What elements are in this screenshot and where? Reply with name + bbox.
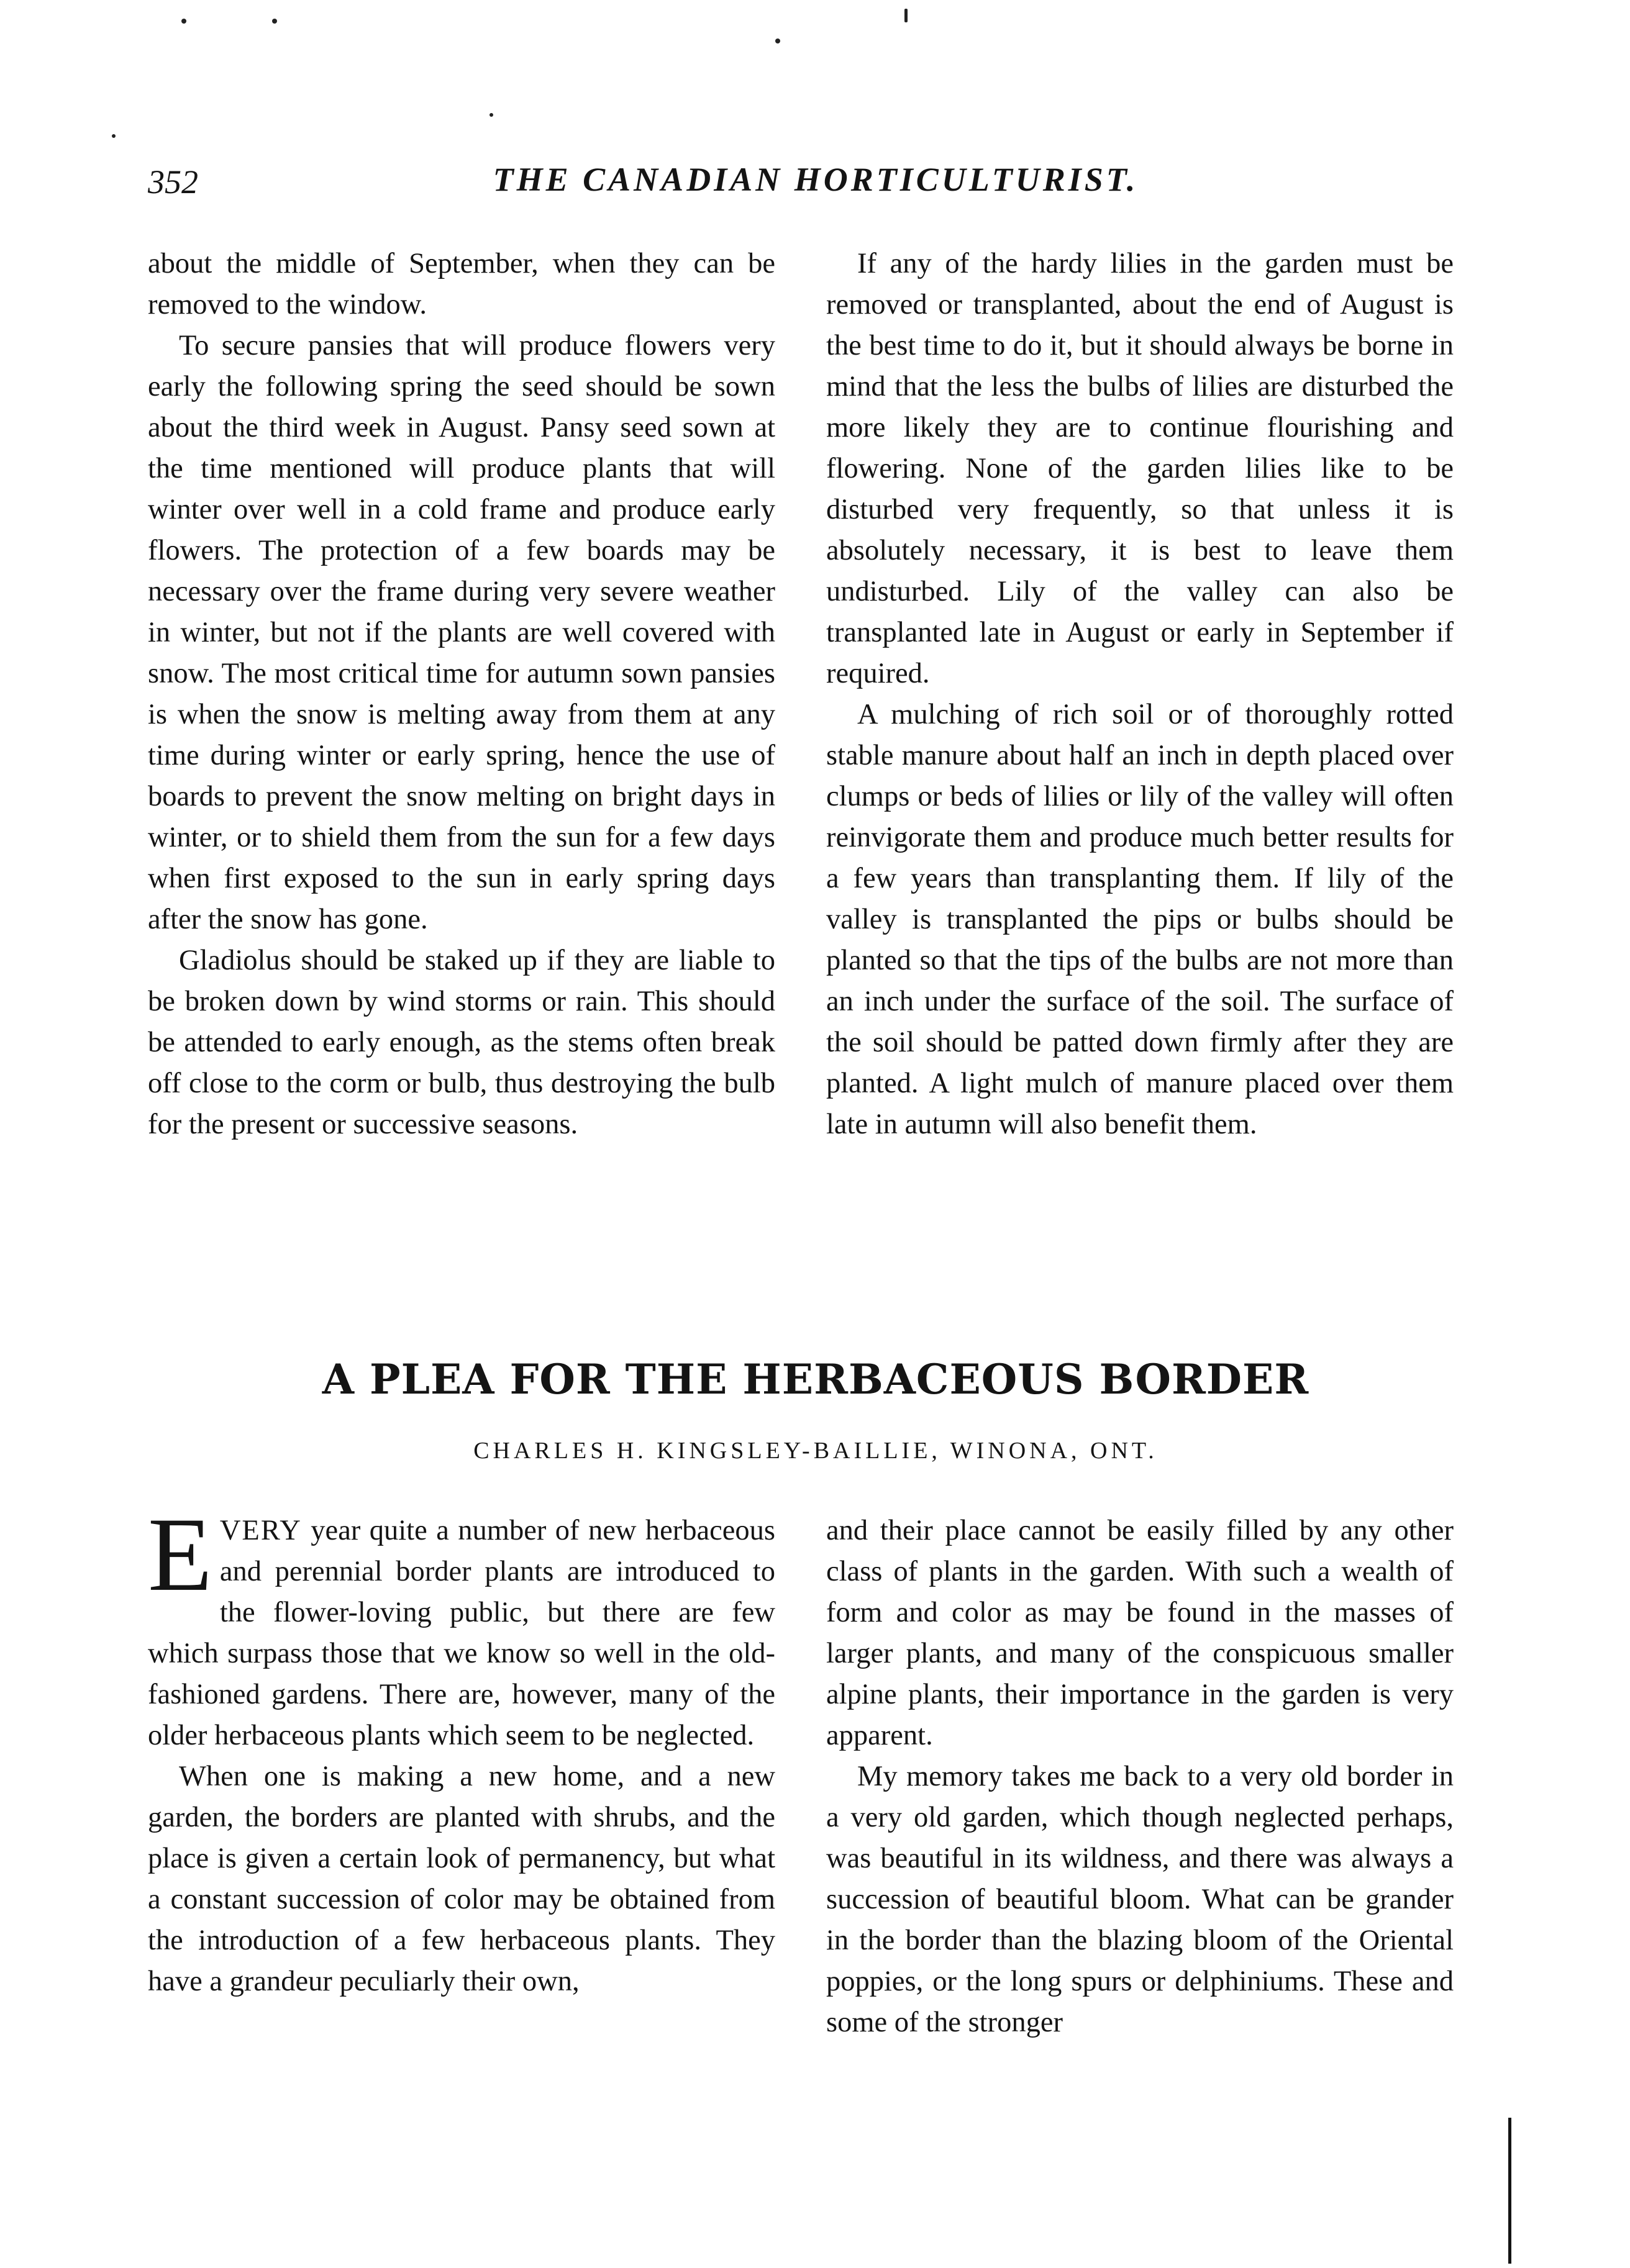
paragraph <box>148 1496 775 1756</box>
article-left-column <box>148 1496 775 2002</box>
paragraph: Gladiolus should be staked up if they are liable to be broken down by wind storms or rain. This should be attended to early enough, as the stems often break off close to the corm or bulb, thus destroying the bulb for the present or successive seasons. <box>148 945 775 1140</box>
first-word-caps: VERY <box>219 1515 302 1546</box>
scan-speck <box>489 113 493 117</box>
scan-speck <box>112 134 116 138</box>
scan-speck <box>181 19 186 24</box>
running-title: THE CANADIAN HORTICULTURIST. <box>493 161 1139 198</box>
page-header <box>148 160 1483 210</box>
page-number: 352 <box>148 163 198 201</box>
paragraph: To secure pansies that will produce flowers very early the following spring the seed should be sown about the third week in August. Pansy seed sown at the time mentioned will produce plants that will winter over well in a cold frame and produce early flowers. The protection of a few boards may be necessary over the frame during very severe weather in winter, but not if the plants are well covered with snow. The most critical time for autumn sown pansies is when the snow is melting away from them at any time during winter or early spring, hence the use of boards to prevent the snow melting on bright days in winter, or to shield them from the sun for a few days when first exposed to the sun in early spring days after the snow has gone. <box>148 330 775 935</box>
paragraph-text: year quite a number of new herbaceous and perennial border plants are introduced to the flower-loving public, but there are few which surpass those that we know so well in the old-fashioned gardens. There are, however, many of the older herbaceous plants which seem to be neglected. <box>148 1515 775 1751</box>
top-left-column <box>148 243 775 1145</box>
paragraph: about the middle of September, when they can be removed to the window. <box>148 248 775 320</box>
paragraph: When one is making a new home, and a new garden, the borders are planted with shrubs, and the place is given a certain look of permanency, but what a constant succession of color may be obtained from the introduction of a few herbaceous plants. They have a grandeur peculiarly their own, <box>148 1761 775 1997</box>
margin-rule <box>1508 2118 1511 2264</box>
drop-cap: E <box>148 1496 212 1613</box>
article-title: A PLEA FOR THE HERBACEOUS BORDER <box>322 1355 1309 1404</box>
top-right-column <box>826 243 1454 1145</box>
article-byline: CHARLES H. KINGSLEY-BAILLIE, WINONA, ONT. <box>473 1438 1158 1464</box>
article-right-column <box>826 1510 1454 2043</box>
paragraph: and their place cannot be easily filled by any other class of plants in the garden. With such a wealth of form and color as may be found in the masses of larger plants, and many of the conspicuous smaller alpine plants, their importance in the garden is very apparent. <box>826 1515 1454 1751</box>
paragraph: A mulching of rich soil or of thoroughly rotted stable manure about half an inch in depth placed over clumps or beds of lilies or lily of the valley will often reinvigorate them and produce much better results for a few years than transplanting them. If lily of the valley is transplanted the pips or bulbs should be planted so that the tips of the bulbs are not more than an inch under the surface of the soil. The surface of the soil should be patted down firmly after they are planted. A light mulch of manure placed over them late in autumn will also benefit them. <box>826 699 1454 1140</box>
scan-speck <box>775 39 780 43</box>
scan-speck <box>904 9 908 22</box>
scan-speck <box>272 19 277 24</box>
paragraph: My memory takes me back to a very old border in a very old garden, which though neglected perhaps, was beautiful in its wildness, and there was always a succession of beautiful bloom. What can be grander in the border than the blazing bloom of the Oriental poppies, or the long spurs or delphiniums. These and some of the stronger <box>826 1761 1454 2038</box>
paragraph: If any of the hardy lilies in the garden must be removed or transplanted, about the end of August is the best time to do it, but it should always be borne in mind that the less the bulbs of lilies are disturbed the more likely they are to continue flourishing and flowering. None of the garden lilies like to be disturbed very frequently, so that unless it is absolutely necessary, it is best to leave them undisturbed. Lily of the valley can also be transplanted late in August or early in September if required. <box>826 248 1454 689</box>
